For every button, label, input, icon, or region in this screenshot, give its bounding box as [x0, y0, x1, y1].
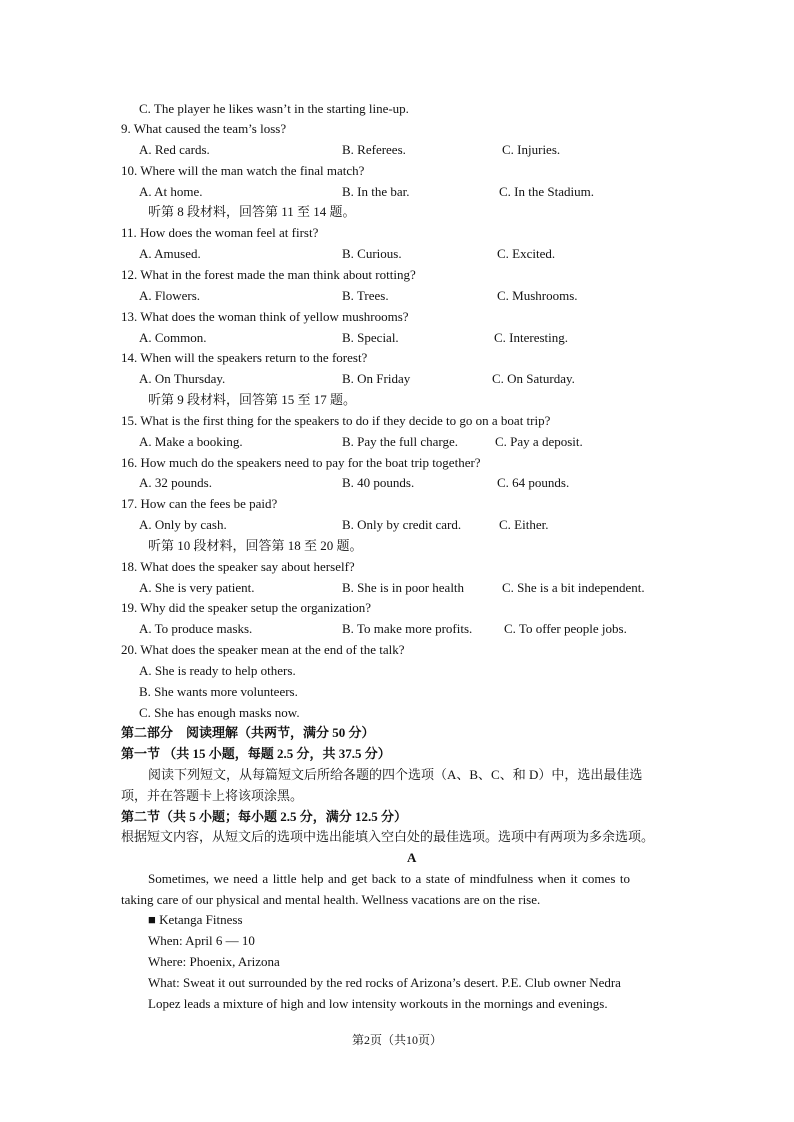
- option-16b: B. 40 pounds.: [342, 475, 415, 490]
- option-15a: A. Make a booking.: [139, 434, 243, 449]
- question-16: 16. How much do the speakers need to pay for the boat trip together?: [121, 455, 481, 470]
- option-16a: A. 32 pounds.: [139, 475, 212, 490]
- option-13c: C. Interesting.: [494, 330, 569, 345]
- option-8c: C. The player he likes wasn’t in the starting line-up.: [139, 101, 409, 116]
- option-18b: B. She is in poor health: [342, 580, 465, 595]
- section-10-instruction: 听第 10 段材料，回答第 18 至 20 题。: [148, 538, 363, 553]
- option-20c: C. She has enough masks now.: [139, 705, 300, 720]
- option-15c: C. Pay a deposit.: [495, 434, 583, 449]
- option-14c: C. On Saturday.: [492, 371, 575, 386]
- option-13b: B. Special.: [342, 330, 399, 345]
- question-11: 11. How does the woman feel at first?: [121, 225, 319, 240]
- option-19a: A. To produce masks.: [139, 621, 253, 636]
- ketanga-what-line2: Lopez leads a mixture of high and low intensity workouts in the mornings and evenings.: [148, 996, 608, 1011]
- question-18: 18. What does the speaker say about herself?: [121, 559, 355, 574]
- option-10a: A. At home.: [139, 184, 203, 199]
- passage-a-title: A: [407, 850, 417, 865]
- part-2-heading: 第二部分 阅读理解（共两节，满分 50 分）: [121, 725, 375, 740]
- option-14a: A. On Thursday.: [139, 371, 226, 386]
- option-10b: B. In the bar.: [342, 184, 410, 199]
- option-9c: C. Injuries.: [502, 142, 561, 157]
- option-12b: B. Trees.: [342, 288, 389, 303]
- section-1-heading: 第一节 （共 15 小题，每题 2.5 分，共 37.5 分）: [121, 746, 391, 761]
- ketanga-where: Where: Phoenix, Arizona: [148, 954, 280, 969]
- option-11b: B. Curious.: [342, 246, 402, 261]
- option-11c: C. Excited.: [497, 246, 556, 261]
- question-10: 10. Where will the man watch the final match?: [121, 163, 365, 178]
- question-14: 14. When will the speakers return to the forest?: [121, 350, 368, 365]
- section-9-instruction: 听第 9 段材料，回答第 15 至 17 题。: [148, 392, 357, 407]
- option-18a: A. She is very patient.: [139, 580, 255, 595]
- option-11a: A. Amused.: [139, 246, 201, 261]
- section-1-instruction-line2: 项，并在答题卡上将该项涂黑。: [121, 788, 304, 803]
- page-footer: 第2页（共10页）: [351, 1033, 442, 1047]
- option-12c: C. Mushrooms.: [497, 288, 578, 303]
- option-17a: A. Only by cash.: [139, 517, 227, 532]
- question-20: 20. What does the speaker mean at the end of the talk?: [121, 642, 405, 657]
- passage-a-line1: Sometimes, we need a little help and get back to a state of mindfulness when it comes to: [148, 871, 631, 886]
- option-19c: C. To offer people jobs.: [504, 621, 627, 636]
- option-12a: A. Flowers.: [139, 288, 201, 303]
- question-12: 12. What in the forest made the man think about rotting?: [121, 267, 416, 282]
- option-17b: B. Only by credit card.: [342, 517, 462, 532]
- question-15: 15. What is the first thing for the speakers to do if they decide to go on a boat trip?: [121, 413, 551, 428]
- option-14b: B. On Friday: [342, 371, 411, 386]
- option-16c: C. 64 pounds.: [497, 475, 570, 490]
- option-15b: B. Pay the full charge.: [342, 434, 459, 449]
- section-8-instruction: 听第 8 段材料，回答第 11 至 14 题。: [148, 204, 356, 219]
- passage-a-line2: taking care of our physical and mental health. Wellness vacations are on the rise.: [121, 892, 541, 907]
- ketanga-when: When: April 6 — 10: [148, 933, 255, 948]
- option-19b: B. To make more profits.: [342, 621, 473, 636]
- ketanga-what-line1: What: Sweat it out surrounded by the red rocks of Arizona’s desert. P.E. Club owner Nedra: [148, 975, 621, 990]
- option-13a: A. Common.: [139, 330, 207, 345]
- section-2-instruction: 根据短文内容，从短文后的选项中选出能填入空白处的最佳选项。选项中有两项为多余选项。: [121, 829, 655, 844]
- question-9: 9. What caused the team’s loss?: [121, 121, 287, 136]
- option-18c: C. She is a bit independent.: [502, 580, 645, 595]
- option-9b: B. Referees.: [342, 142, 406, 157]
- option-20b: B. She wants more volunteers.: [139, 684, 298, 699]
- question-19: 19. Why did the speaker setup the organization?: [121, 600, 372, 615]
- option-10c: C. In the Stadium.: [499, 184, 594, 199]
- option-20a: A. She is ready to help others.: [139, 663, 296, 678]
- section-2-heading: 第二节（共 5 小题；每小题 2.5 分，满分 12.5 分）: [121, 809, 408, 824]
- option-9a: A. Red cards.: [139, 142, 210, 157]
- question-13: 13. What does the woman think of yellow mushrooms?: [121, 309, 409, 324]
- ketanga-fitness-heading: ■ Ketanga Fitness: [148, 912, 243, 927]
- question-17: 17. How can the fees be paid?: [121, 496, 278, 511]
- section-1-instruction-line1: 阅读下列短文，从每篇短文后所给各题的四个选项（A、B、C、和 D）中，选出最佳选: [148, 767, 643, 782]
- option-17c: C. Either.: [499, 517, 549, 532]
